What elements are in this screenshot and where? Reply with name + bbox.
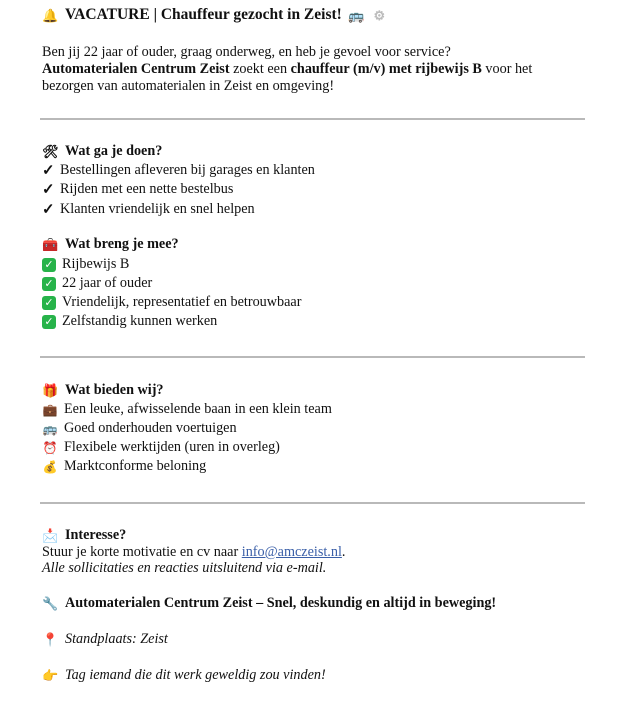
tag-line	[42, 666, 326, 685]
briefcase-icon: 💼	[42, 402, 58, 417]
checkmark-icon: ✓	[42, 163, 55, 179]
list-item	[42, 161, 315, 180]
wrench-icon: 🔧	[42, 596, 59, 611]
tasks-heading-text: Wat ga je doen?	[65, 143, 163, 159]
requirements-heading-text: Wat breng je mee?	[65, 236, 179, 252]
divider	[40, 356, 585, 358]
list-item	[42, 400, 332, 419]
interest-line-2	[42, 560, 326, 577]
divider	[40, 502, 585, 504]
location-text: Standplaats: Zeist	[65, 631, 168, 647]
list-item	[42, 457, 206, 476]
alarm-clock-icon: ⏰	[42, 440, 58, 455]
interest-note: Alle sollicitaties en reacties uitsluitend via e-mail.	[42, 560, 327, 576]
intro-mid: zoekt een	[229, 61, 291, 77]
bus-icon: 🚌	[42, 421, 58, 436]
tasks-heading	[42, 143, 162, 160]
list-item-text: Klanten vriendelijk en snel helpen	[60, 201, 255, 217]
list-item-text: Marktconforme beloning	[64, 458, 207, 474]
interest-text: Stuur je korte motivatie en cv naar	[42, 544, 242, 560]
list-item	[42, 200, 255, 219]
email-link[interactable]: info@amczeist.nl	[241, 544, 342, 560]
interest-heading	[42, 527, 126, 544]
gift-icon: 🎁	[42, 383, 59, 398]
bell-icon: 🔔	[42, 7, 59, 23]
slogan-text: Automaterialen Centrum Zeist – Snel, deskundig en altijd in beweging!	[65, 595, 497, 611]
list-item	[42, 293, 301, 312]
list-item	[42, 419, 237, 438]
list-item-text: Rijbewijs B	[62, 256, 130, 272]
list-item-text: Een leuke, afwisselende baan in een klein team	[64, 401, 332, 417]
interest-line-1	[42, 544, 345, 561]
checkmark-icon: ✓	[42, 202, 55, 218]
toolbox-icon: 🧰	[42, 237, 59, 252]
money-bag-icon: 💰	[42, 459, 58, 474]
list-item	[42, 180, 233, 199]
check-box-icon: ✓	[42, 277, 56, 291]
tag-text: Tag iemand die dit werk geweldig zou vinden!	[65, 667, 326, 683]
list-item	[42, 274, 152, 293]
title-text: VACATURE | Chauffeur gezocht in Zeist!	[65, 6, 342, 23]
requirements-heading	[42, 236, 179, 253]
intro-company: Automaterialen Centrum Zeist	[42, 61, 230, 77]
list-item	[42, 438, 280, 457]
intro-line-2	[42, 61, 532, 78]
checkmark-icon: ✓	[42, 182, 55, 198]
list-item-text: Zelfstandig kunnen werken	[62, 313, 218, 329]
pointing-hand-icon: 👉	[42, 668, 59, 683]
intro-line-3: bezorgen van automaterialen in Zeist en omgeving!	[42, 78, 335, 94]
envelope-icon: 📩	[42, 528, 59, 543]
list-item-text: Bestellingen afleveren bij garages en klanten	[60, 162, 315, 178]
list-item-text: Goed onderhouden voertuigen	[64, 420, 237, 436]
interest-heading-text: Interesse?	[65, 527, 127, 543]
check-box-icon: ✓	[42, 296, 56, 310]
check-box-icon: ✓	[42, 315, 56, 329]
gear-icon: ⚙	[373, 7, 386, 23]
post-title	[42, 6, 388, 24]
offer-heading	[42, 382, 164, 399]
list-item-text: Flexibele werktijden (uren in overleg)	[64, 439, 280, 455]
list-item-text: Vriendelijk, representatief en betrouwbaar	[62, 294, 302, 310]
check-box-icon: ✓	[42, 258, 56, 272]
intro-line-1: Ben jij 22 jaar of ouder, graag onderweg, en heb je gevoel voor service?	[42, 44, 451, 60]
slogan	[42, 595, 496, 612]
interest-period: .	[341, 544, 346, 560]
list-item	[42, 255, 129, 274]
pin-icon: 📍	[42, 632, 59, 647]
divider	[40, 118, 585, 120]
list-item-text: 22 jaar of ouder	[62, 275, 153, 291]
list-item-text: Rijden met een nette bestelbus	[60, 181, 234, 197]
list-item	[42, 312, 217, 331]
offer-heading-text: Wat bieden wij?	[65, 382, 164, 398]
bus-icon: 🚌	[348, 7, 365, 23]
tools-icon: 🛠	[42, 144, 59, 159]
location	[42, 630, 168, 649]
intro-role: chauffeur (m/v) met rijbewijs B	[290, 61, 482, 77]
intro-tail: voor het	[481, 61, 533, 77]
